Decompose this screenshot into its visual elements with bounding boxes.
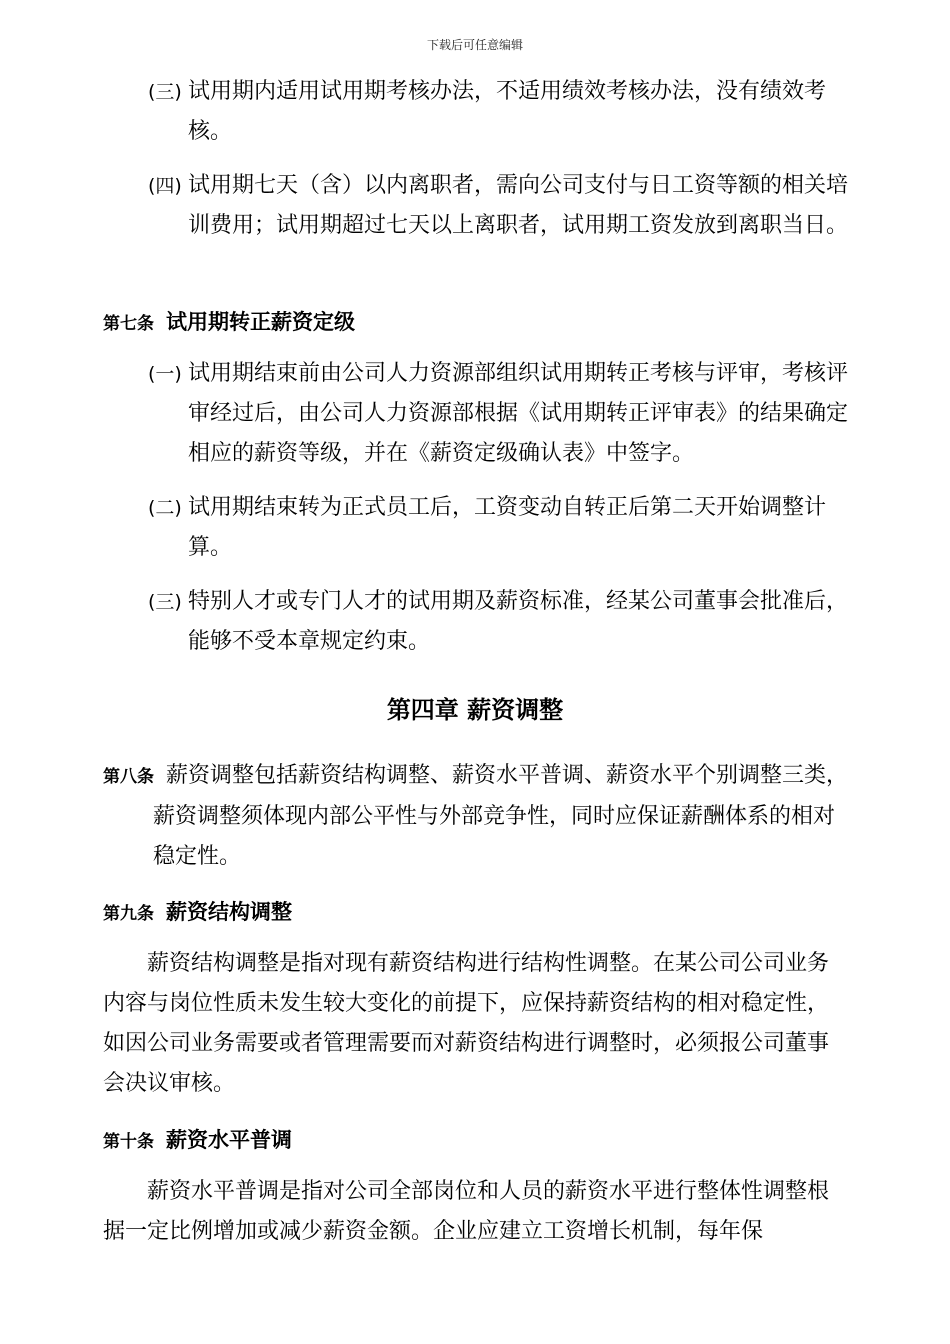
- article-10-heading: [103, 1120, 848, 1162]
- article-8: [103, 756, 848, 877]
- article-label: 第九条: [103, 904, 154, 924]
- item-number: (三): [148, 81, 182, 103]
- article-title: 薪资水平普调: [166, 1128, 292, 1152]
- list-item: [148, 488, 848, 568]
- article-9-heading: [103, 892, 848, 934]
- item-number: (四): [148, 175, 182, 197]
- article-7-heading: [103, 302, 848, 344]
- item-text: 特别人才或专门人才的试用期及薪资标准，经某公司董事会批准后，能够不受本章规定约束。: [188, 589, 849, 654]
- item-text: 试用期结束前由公司人力资源部组织试用期转正考核与评审，考核评审经过后，由公司人力资源部根据《试用期转正评审表》的结果确定相应的薪资等级，并在《薪资定级确认表》中签字。: [188, 361, 849, 466]
- list-item: [148, 72, 848, 152]
- chapter-title: 第四章 薪资调整: [386, 696, 564, 724]
- article-label: 第七条: [103, 314, 154, 334]
- article-9-paragraph: 薪资结构调整是指对现有薪资结构进行结构性调整。在某公司公司业务内容与岗位性质未发生较大变化的前提下，应保持薪资结构的相对稳定性，如因公司业务需要或者管理需要而对薪资结构进行调整时，必须报公司董事会决议审核。: [103, 951, 830, 1096]
- article-text: 薪资调整包括薪资结构调整、薪资水平普调、薪资水平个别调整三类，薪资调整须体现内部公平性与外部竞争性，同时应保证薪酬体系的相对稳定性。: [153, 763, 849, 869]
- item-text: 试用期结束转为正式员工后，工资变动自转正后第二天开始调整计算。: [188, 495, 827, 560]
- item-number: (三): [148, 591, 182, 613]
- item-text: 试用期内适用试用期考核办法，不适用绩效考核办法，没有绩效考核。: [188, 79, 827, 144]
- item-number: (二): [148, 497, 182, 519]
- item-number: (一): [148, 363, 182, 385]
- article-10-paragraph: 薪资水平普调是指对公司全部岗位和人员的薪资水平进行整体性调整根据一定比例增加或减少薪资金额。企业应建立工资增长机制，每年保: [103, 1179, 830, 1244]
- page-header: 下载后可任意编辑: [426, 38, 523, 52]
- list-item: [148, 582, 848, 662]
- article-title: 薪资结构调整: [166, 900, 292, 924]
- article-label: 第十条: [103, 1132, 154, 1152]
- article-title: 试用期转正薪资定级: [166, 310, 355, 334]
- list-item: [148, 354, 848, 474]
- item-text: 试用期七天（含）以内离职者，需向公司支付与日工资等额的相关培训费用；试用期超过七天以上离职者，试用期工资发放到离职当日。: [188, 173, 849, 238]
- list-item: [148, 166, 848, 246]
- article-label: 第八条: [103, 767, 154, 787]
